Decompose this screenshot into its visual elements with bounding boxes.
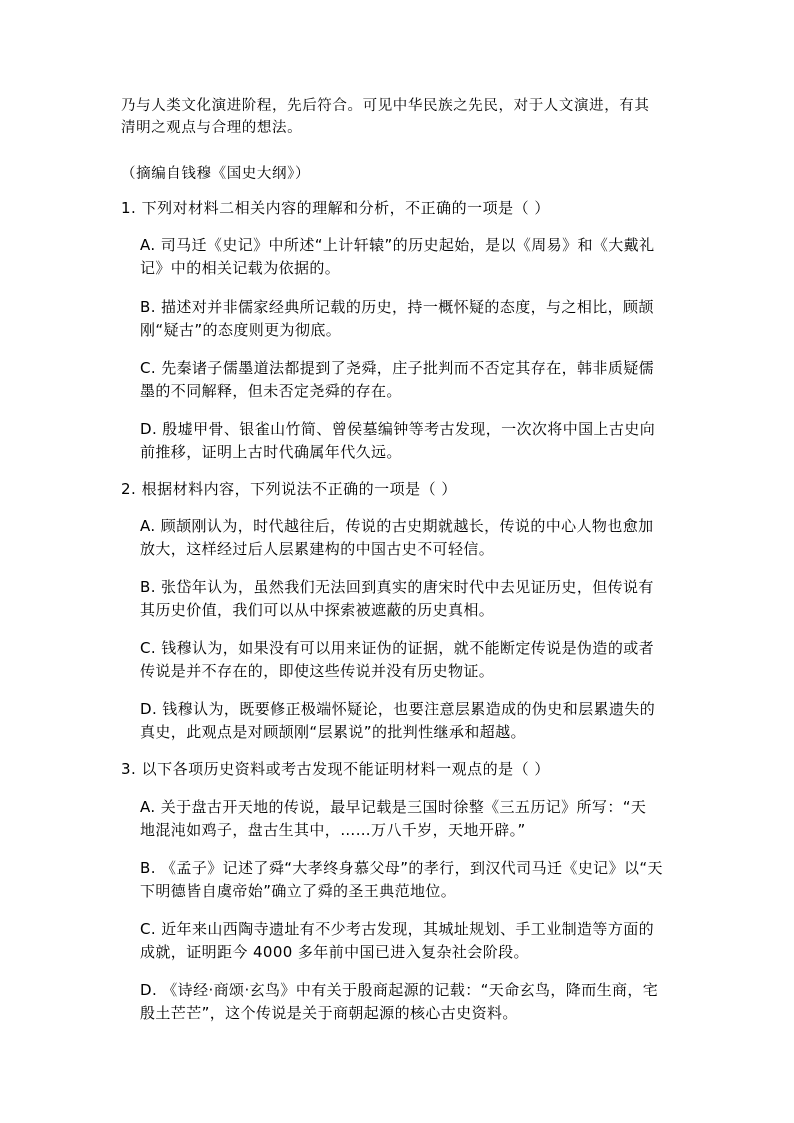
question-3-option-b <box>140 857 680 903</box>
option-line: 真史，此观点是对顾颉刚“层累说”的批判性继承和超越。 <box>140 723 526 741</box>
option-line: B. 《孟子》记述了舜“大孝终身慕父母”的孝行，到汉代司马迁《史记》以“天 <box>140 859 663 877</box>
option-line: 成就，证明距今 4000 多年前中国已进入复杂社会阶段。 <box>140 943 529 961</box>
option-line: 墨的不同解释，但未否定尧舜的存在。 <box>140 382 402 400</box>
option-line: C. 先秦诸子儒墨道法都提到了尧舜，庄子批判而不否定其存在，韩非质疑儒 <box>140 359 655 377</box>
question-3-option-c <box>140 918 680 964</box>
source-citation: （摘编自钱穆《国史大纲》） <box>121 166 311 182</box>
question-2-option-a <box>140 515 680 561</box>
question-2-option-c <box>140 637 680 683</box>
option-line: A. 关于盘古开天地的传说，最早记载是三国时徐整《三五历记》所写：“天 <box>140 798 647 816</box>
option-line: 下明德皆自虞帝始”确立了舜的圣王典范地位。 <box>140 882 457 900</box>
question-1-option-d <box>140 418 680 464</box>
option-line: 前推移，证明上古时代确属年代久远。 <box>140 443 402 461</box>
intro-line-1: 乃与人类文化演进阶程，先后符合。可见中华民族之先民，对于人文演进，有其 <box>121 98 650 114</box>
question-1-stem: 1. 下列对材料二相关内容的理解和分析，不正确的一项是（ ） <box>121 199 550 217</box>
intro-line-2: 清明之观点与合理的想法。 <box>121 120 303 136</box>
question-3-stem: 3. 以下各项历史资料或考古发现不能证明材料一观点的是（ ） <box>121 760 550 778</box>
option-line: 刚“疑古”的态度则更为彻底。 <box>140 321 342 339</box>
option-line: C. 近年来山西陶寺遗址有不少考古发现，其城址规划、手工业制造等方面的 <box>140 920 655 938</box>
option-line: 放大，这样经过后人层累建构的中国古史不可轻信。 <box>140 540 495 558</box>
question-2-stem: 2. 根据材料内容，下列说法不正确的一项是（ ） <box>121 480 457 498</box>
option-line: A. 司马迁《史记》中所述“上计轩辕”的历史起始，是以《周易》和《大戴礼 <box>140 236 655 254</box>
option-line: A. 顾颉刚认为，时代越往后，传说的古史期就越长，传说的中心人物也愈加 <box>140 517 654 535</box>
option-line: D. 殷墟甲骨、银雀山竹简、曾侯墓编钟等考古发现，一次次将中国上古史向 <box>140 420 656 438</box>
question-3-option-d <box>140 979 680 1025</box>
option-line: B. 张岱年认为，虽然我们无法回到真实的唐宋时代中去见证历史，但传说有 <box>140 578 654 596</box>
question-2-option-d <box>140 698 680 744</box>
option-line: D. 《诗经·商颂·玄鸟》中有关于殷商起源的记载：“天命玄鸟，降而生商，宅 <box>140 981 659 999</box>
question-1-option-c <box>140 357 680 403</box>
option-line: 传说是并不存在的，即使这些传说并没有历史物证。 <box>140 662 495 680</box>
question-1-option-a <box>140 234 680 280</box>
option-line: C. 钱穆认为，如果没有可以用来证伪的证据，就不能断定传说是伪造的或者 <box>140 639 655 657</box>
question-2-option-b <box>140 576 680 622</box>
option-line: 地混沌如鸡子，盘古生其中，……万八千岁，天地开辟。” <box>140 821 526 839</box>
option-line: 记》中的相关记载为依据的。 <box>140 259 341 277</box>
option-line: 其历史价值，我们可以从中探索被遮蔽的历史真相。 <box>140 601 495 619</box>
question-1-option-b <box>140 296 680 342</box>
option-line: D. 钱穆认为，既要修正极端怀疑论，也要注意层累造成的伪史和层累遗失的 <box>140 700 656 718</box>
option-line: 殷土芒芒”，这个传说是关于商朝起源的核心古史资料。 <box>140 1004 518 1022</box>
option-line: B. 描述对并非儒家经典所记载的历史，持一概怀疑的态度，与之相比，顾颉 <box>140 298 654 316</box>
intro-paragraph <box>121 95 681 139</box>
question-3-option-a <box>140 796 680 842</box>
